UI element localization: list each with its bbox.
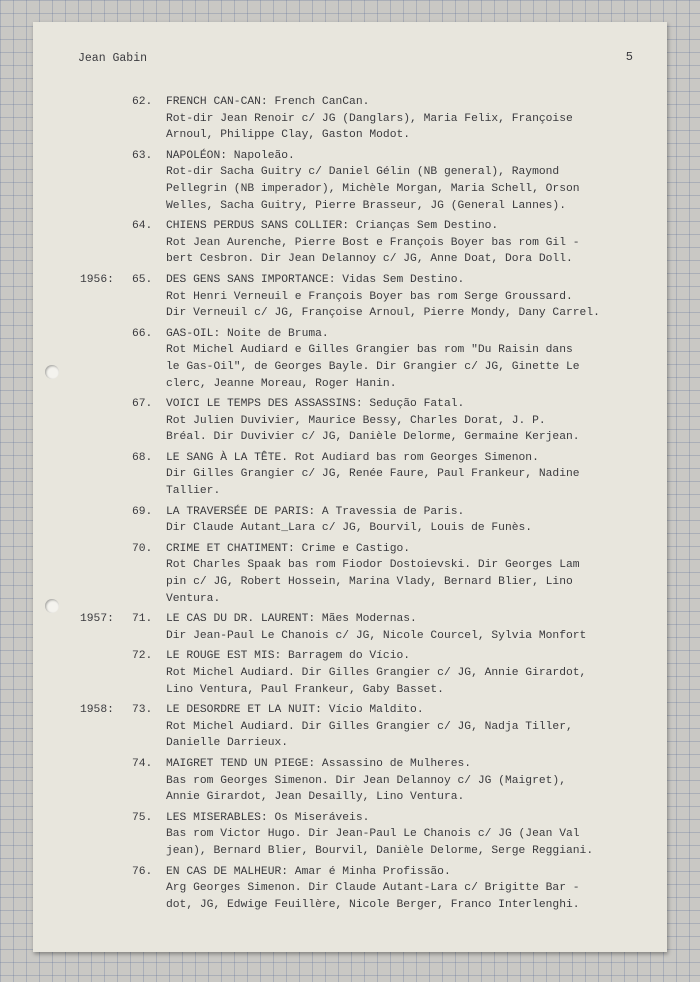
film-title-line: EN CAS DE MALHEUR: Amar é Minha Profissão. <box>166 865 451 878</box>
film-credits-line: Rot Michel Audiard. Dir Gilles Grangier c/ JG, Nadja Tiller, <box>166 720 573 733</box>
film-entry <box>33 864 667 914</box>
year-label: 1956: <box>80 273 114 286</box>
film-title-line: DES GENS SANS IMPORTANCE: Vidas Sem Destino. <box>166 273 465 286</box>
entry-number: 76. <box>132 865 153 878</box>
film-credits-line: Rot Henri Verneuil e François Boyer bas rom Serge Groussard. <box>166 290 573 303</box>
film-entry <box>33 396 667 446</box>
film-credits-line: Ventura. <box>166 592 221 605</box>
film-credits-line: Tallier. <box>166 485 221 498</box>
film-credits-line: Danielle Darrieux. <box>166 737 289 750</box>
page-header: Jean Gabin <box>78 52 148 65</box>
entry-number: 68. <box>132 451 153 464</box>
film-entry <box>33 702 667 752</box>
film-credits-line: Rot Charles Spaak bas rom Fiodor Dostoievski. Dir Georges Lam <box>166 559 580 572</box>
entry-number: 66. <box>132 327 153 340</box>
film-credits-line: Arnoul, Philippe Clay, Gaston Modot. <box>166 129 411 142</box>
film-credits-line: Welles, Sacha Guitry, Pierre Brasseur, JG (General Lannes). <box>166 199 566 212</box>
film-entry <box>33 541 667 607</box>
film-title-line: GAS-OIL: Noite de Bruma. <box>166 327 329 340</box>
filmography-list <box>33 94 667 917</box>
film-title-line: LE CAS DU DR. LAURENT: Mães Modernas. <box>166 613 417 626</box>
film-credits-line: Dir Jean-Paul Le Chanois c/ JG, Nicole Courcel, Sylvia Monfort <box>166 629 587 642</box>
film-title-line: LE ROUGE EST MIS: Barragem do Vício. <box>166 650 411 663</box>
film-entry <box>33 611 667 644</box>
film-credits-line: Bréal. Dir Duvivier c/ JG, Danièle Delorme, Germaine Kerjean. <box>166 431 580 444</box>
film-credits-line: Dir Gilles Grangier c/ JG, Renée Faure, Paul Frankeur, Nadine <box>166 468 580 481</box>
film-entry <box>33 94 667 144</box>
film-entry <box>33 272 667 322</box>
film-credits-line: Rot-dir Jean Renoir c/ JG (Danglars), Maria Felix, Françoise <box>166 112 573 125</box>
film-credits-line: Lino Ventura, Paul Frankeur, Gaby Basset. <box>166 683 444 696</box>
film-entry <box>33 648 667 698</box>
entry-number: 69. <box>132 505 153 518</box>
film-entry <box>33 148 667 214</box>
typed-page <box>33 22 667 952</box>
film-title-line: LE DESORDRE ET LA NUIT: Vício Maldito. <box>166 704 424 717</box>
film-entry <box>33 450 667 500</box>
entry-number: 72. <box>132 650 153 663</box>
entry-number: 73. <box>132 704 153 717</box>
entry-number: 64. <box>132 220 153 233</box>
year-label: 1957: <box>80 613 114 626</box>
page-number: 5 <box>625 50 633 64</box>
film-credits-line: le Gas-Oil", de Georges Bayle. Dir Grangier c/ JG, Ginette Le <box>166 360 580 373</box>
film-credits-line: Dir Claude Autant_Lara c/ JG, Bourvil, Louis de Funès. <box>166 522 533 535</box>
film-title-line: LES MISERABLES: Os Miseráveis. <box>166 811 370 824</box>
film-credits-line: dot, JG, Edwige Feuillère, Nicole Berger, Franco Interlenghi. <box>166 898 580 911</box>
film-credits-line: Rot-dir Sacha Guitry c/ Daniel Gélin (NB general), Raymond <box>166 166 560 179</box>
film-title-line: CHIENS PERDUS SANS COLLIER: Crianças Sem Destino. <box>166 220 499 233</box>
film-credits-line: Rot Michel Audiard. Dir Gilles Grangier c/ JG, Annie Girardot, <box>166 667 587 679</box>
film-title-line: VOICI LE TEMPS DES ASSASSINS: Sedução Fatal. <box>166 398 465 411</box>
film-entry <box>33 504 667 537</box>
film-credits-line: Bas rom Georges Simenon. Dir Jean Delannoy c/ JG (Maigret), <box>166 774 566 787</box>
entry-number: 63. <box>132 149 153 162</box>
film-entry <box>33 756 667 806</box>
film-entry <box>33 326 667 392</box>
entry-number: 71. <box>132 613 153 626</box>
film-title-line: FRENCH CAN-CAN: French CanCan. <box>166 96 370 108</box>
film-entry <box>33 218 667 268</box>
film-title-line: LE SANG À LA TÊTE. Rot Audiard bas rom Georges Simenon. <box>166 451 539 464</box>
film-credits-line: jean), Bernard Blier, Bourvil, Danièle Delorme, Serge Reggiani. <box>166 844 594 857</box>
year-label: 1958: <box>80 704 114 717</box>
entry-number: 67. <box>132 398 153 411</box>
film-credits-line: Pellegrin (NB imperador), Michèle Morgan, Maria Schell, Orson <box>166 182 580 195</box>
entry-number: 62. <box>132 96 153 108</box>
film-credits-line: Rot Julien Duvivier, Maurice Bessy, Charles Dorat, J. P. <box>166 414 546 427</box>
film-credits-line: pin c/ JG, Robert Hossein, Marina Vlady, Bernard Blier, Lino <box>166 576 573 589</box>
film-credits-line: Rot Jean Aurenche, Pierre Bost e François Boyer bas rom Gil - <box>166 236 580 249</box>
film-credits-line: Dir Verneuil c/ JG, Françoise Arnoul, Pierre Mondy, Dany Carrel. <box>166 307 600 320</box>
film-credits-line: clerc, Jeanne Moreau, Roger Hanin. <box>166 377 397 390</box>
entry-number: 74. <box>132 757 153 770</box>
film-credits-line: Rot Michel Audiard e Gilles Grangier bas rom "Du Raisin dans <box>166 344 573 357</box>
film-entry <box>33 810 667 860</box>
entry-number: 65. <box>132 273 153 286</box>
entry-number: 75. <box>132 811 153 824</box>
film-title-line: MAIGRET TEND UN PIEGE: Assassino de Mulheres. <box>166 757 472 770</box>
film-title-line: LA TRAVERSÉE DE PARIS: A Travessia de Paris. <box>166 505 465 518</box>
film-credits-line: Bas rom Victor Hugo. Dir Jean-Paul Le Chanois c/ JG (Jean Val <box>166 828 580 841</box>
entry-number: 70. <box>132 542 153 555</box>
film-title-line: NAPOLÉON: Napoleão. <box>166 149 295 162</box>
film-credits-line: Annie Girardot, Jean Desailly, Lino Ventura. <box>166 791 465 804</box>
film-credits-line: bert Cesbron. Dir Jean Delannoy c/ JG, Anne Doat, Dora Doll. <box>166 253 573 266</box>
film-title-line: CRIME ET CHATIMENT: Crime e Castigo. <box>166 542 411 555</box>
film-credits-line: Arg Georges Simenon. Dir Claude Autant-Lara c/ Brigitte Bar - <box>166 882 580 895</box>
